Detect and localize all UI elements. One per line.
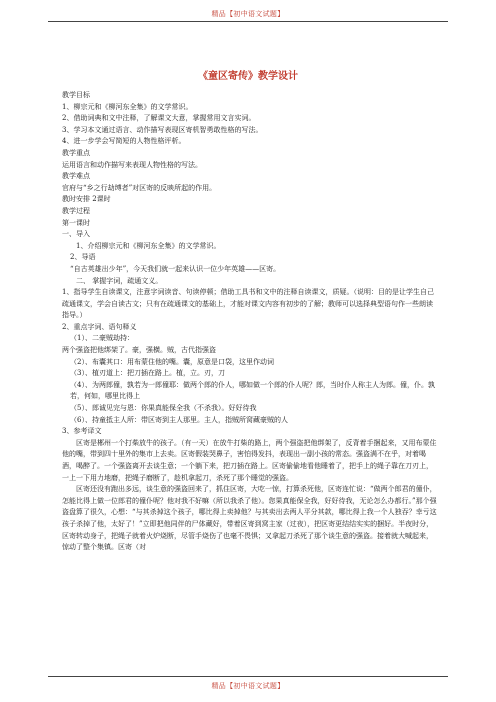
document-body	[62, 90, 438, 554]
paragraph: 区寄是郴州一个打柴放牛的孩子。（有一天）在放牛打柴的路上，两个强盗把他绑架了，反背着手捆起来，又用布蒙住他的嘴，带到四十里外的集市上去卖。区寄假装哭鼻子，害怕得发抖，表现出一副小孩的常态。强盗满不在乎，对着喝酒，喝醉了。一个强盗离开去谈生意；一个躺下来，把刀插在路上。区寄偷偷地看他睡着了，把手上的绳子靠在刀刃上，一上一下用力地磨，把绳子磨断了，趁机拿起刀，杀死了那个睡觉的强盗。	[62, 438, 437, 482]
paragraph: 2、导语	[70, 253, 96, 262]
paragraph: 2、重点字词、语句释义	[62, 322, 137, 331]
paragraph: 第一课时	[62, 218, 90, 227]
paragraph: 2、借助词典和文中注释，了解课文大意，掌握常用文言实词。	[62, 114, 256, 123]
paragraph: 教学难点	[62, 172, 90, 181]
paragraph: 运用语言和动作描写来表现人物性格的写法。	[62, 160, 202, 169]
paragraph: （5）、郎诚见完与恩：你果真能保全我（不杀我）。好好待我	[70, 404, 257, 413]
paragraph: 教学目标	[62, 91, 90, 99]
paragraph: 1、柳宗元和《柳河东全集》的文学常识。	[62, 102, 193, 111]
paragraph: 一、导入	[62, 230, 90, 239]
paragraph: （4）、为两郎僮，孰若为一郎僮耶：做两个郎的仆人，哪如做一个郎的仆人呢？郎，当时仆人称主人为郎。僮，仆。孰若，何如，哪里比得上	[70, 380, 435, 401]
page-header: 精品【初中语文试题】	[211, 10, 285, 18]
paragraph: 4、进一步学会写简短的人物性格评析。	[62, 137, 186, 146]
paragraph: 两个强盗把他绑架了。豪，强横。贼，古代指强盗	[62, 346, 216, 355]
paragraph: 教时安排 2课时	[62, 195, 111, 204]
paragraph: 区寄还没有跑出多远，谈生意的强盗回来了，抓住区寄，大吃一惊，打算杀死他，区寄连忙说：“做两个郎君的僮仆，怎能比得上做一位郎君的僮仆呢？他对我不好嘛（所以我杀了他）。您果真能保全我，好好待我，无论怎么办都行。”那个强盗盘算了很久，心想：“与其杀掉这个孩子，哪比得上卖掉他？与其卖出去两人平分其款，哪比得上我一个人独吞？幸亏这孩子杀掉了他，太好了！”立即把他同伴的尸体藏好，带着区寄到窝主家（过夜），把区寄更结结实实的捆好。半夜时分，区寄转动身子，把绳子就着火炉烧断，尽管手烧伤了也毫不畏惧；又拿起刀杀死了那个谈生意的强盗。接着就大喊起来，惊动了整个集镇。区寄（对	[62, 485, 437, 552]
document-title: 《童区寄传》教学设计	[198, 71, 298, 82]
paragraph: （1）、二豪贼劫持：	[70, 334, 134, 343]
paragraph: 3、参考译文	[62, 427, 102, 436]
paragraph: “自古英雄出少年”，今天我们就一起来认识一位少年英雄——区寄。	[70, 264, 281, 273]
paragraph: （3）、植刃道上：把刀插在路上。植，立。刃，刀	[70, 369, 225, 378]
paragraph: （2）、布囊其口：用布蒙住他的嘴。囊，原意是口袋，这里作动词	[70, 357, 274, 366]
paragraph: 教学过程	[62, 206, 90, 215]
paragraph: 官府与“乡之行劫缚者”对区寄的反映所起的作用。	[62, 183, 217, 192]
page-footer: 精品【初中语文试题】	[211, 682, 285, 690]
paragraph: （6）、持童抵主人所：带区寄到主人那里。主人，指贼所窝藏豪贼的人	[70, 415, 288, 424]
paragraph: 二、 掌握字词，疏通文义。	[76, 276, 163, 285]
footer-rule	[48, 676, 448, 677]
paragraph: 1、介绍柳宗元和《柳河东全集》的文学常识。	[76, 241, 221, 250]
header-rule	[48, 21, 448, 22]
paragraph: 教学重点	[62, 148, 90, 157]
paragraph: 3、学习本文通过语言、动作描写表现区寄机智勇敢性格的写法。	[62, 125, 263, 134]
paragraph: 1、指导学生自读课文，注意字词读音、句读停顿；借助工具书和文中的注释自读课文，质疑。（说明：目的是让学生自己疏通课文，学会自读古文；只有在疏通课文的基础上，才能对课文内容有初步的了解；教师可以选择典型语句作一些朗读指导。）	[62, 288, 434, 320]
